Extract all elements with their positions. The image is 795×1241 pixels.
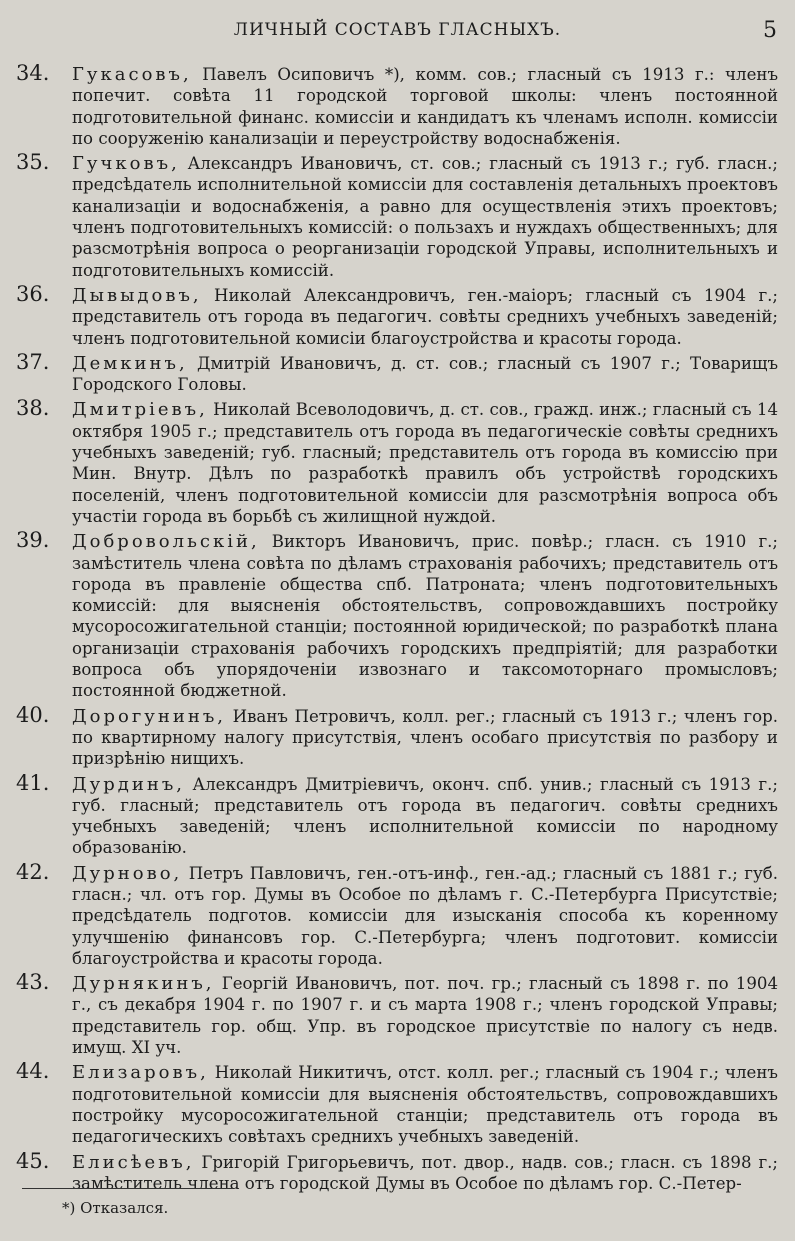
- entries-list: [16, 61, 779, 1198]
- entry-text: Александръ Дмитріевичъ, оконч. спб. унив.; гласный съ 1913 г.; губ. гласный; представитель отъ города въ педагогич. совѣты среднихъ учебныхъ заведеній; членъ исполнительной комиссіи по народному образованію.: [72, 774, 778, 858]
- entry-number: 39.: [16, 528, 50, 553]
- list-item: [16, 281, 779, 349]
- entry-number: 40.: [16, 702, 50, 727]
- footnote: *) Отказался.: [62, 1199, 169, 1217]
- entry-surname: Добровольскій,: [72, 531, 260, 553]
- entry-surname: Гукасовъ,: [72, 64, 192, 85]
- entry-number: 44.: [16, 1059, 50, 1084]
- entry-surname: Дывыдовъ,: [72, 284, 202, 306]
- entry-text: Николай Никитичъ, отст. колл. рег.; гласный съ 1904 г.; членъ подготовительной комиссіи для выясненія обстоятельствъ, сопровождавшихъ постройку мусоросожигательной станціи; представитель отъ города въ педагогическихъ совѣтахъ среднихъ учебныхъ заведеній.: [72, 1063, 778, 1147]
- list-item: [16, 528, 779, 701]
- entry-surname: Елизаровъ,: [72, 1062, 209, 1084]
- entry-text: Николай Александровичъ, ген.-маіоръ; гласный съ 1904 г.; представитель отъ города въ педагогич. совѣты среднихъ учебныхъ заведеній; членъ подготовительной комисіи благоустройства и красоты города.: [72, 285, 779, 348]
- entry-number: 38.: [16, 396, 50, 421]
- list-item: [16, 970, 778, 1058]
- entry-text: Дмитрій Ивановичъ, д. ст. сов.; гласный съ 1907 г.; Товарищъ Городского Головы.: [72, 353, 778, 395]
- list-item: [16, 770, 778, 859]
- entry-number: 41.: [16, 770, 50, 795]
- entry-number: 45.: [16, 1148, 50, 1173]
- entry-number: 37.: [16, 349, 50, 374]
- list-item: [16, 859, 778, 969]
- footnote-divider: [22, 1188, 232, 1189]
- entry-number: 36.: [16, 281, 50, 306]
- entry-text: Петръ Павловичъ, ген.-отъ-инф., ген.-ад.; гласный съ 1881 г.; губ. гласн.; чл. отъ гор. Думы въ Особое по дѣламъ г. С.-Петербурга Присутствіе; предсѣдатель подготов. комиссіи для изысканія способа къ коренному улучшенію финансовъ гор. С.-Петербурга; членъ подготовит. комиссіи благоустройства и красоты города.: [72, 863, 778, 968]
- list-item: [16, 1059, 778, 1147]
- entry-surname: Дмитріевъ,: [72, 399, 208, 421]
- list-item: [16, 150, 778, 281]
- entry-surname: Дурнякинъ,: [72, 973, 215, 995]
- entry-surname: Елисѣевъ,: [72, 1151, 195, 1173]
- list-item: [16, 61, 779, 149]
- entry-number: 42.: [16, 859, 50, 884]
- entry-text: Иванъ Петровичъ, колл. рег.; гласный съ 1913 г.; членъ гор. по квартирному налогу присутствія, членъ особаго присутствія по разбору и призрѣнію нищихъ.: [72, 706, 778, 769]
- entry-surname: Дурдинъ,: [72, 773, 185, 795]
- entry-text: Павелъ Осиповичъ *), комм. сов.; гласный съ 1913 г.: членъ попечит. совѣта 11 городской торговой школы: членъ постоянной подготовительной финанс. комиссіи и кандидатъ къ членамъ исполн. комиссіи по сооруженію канализаціи и переустройству водоснабженія.: [72, 65, 779, 148]
- list-item: [16, 349, 778, 396]
- list-item: [16, 396, 778, 527]
- entry-text: Викторъ Ивановичъ, прис. повѣр.; гласн. съ 1910 г.; замѣститель члена совѣта по дѣламъ страхованія рабочихъ; представитель отъ города въ правленіе общества спб. Патроната; членъ подготовительныхъ комиссій: для выясненія обстоятельствъ, сопровождавшихъ постройку мусоросожигательной станціи; постоянной юридической; по разработкѣ плана организаціи страхованія рабочихъ городскихъ предпріятій; для разработки вопроса объ упорядоченіи извознаго и таксомоторнаго промысловъ; постоянной бюджетной.: [72, 532, 779, 701]
- page-header: [0, 18, 795, 48]
- entry-surname: Демкинъ,: [72, 352, 188, 374]
- entry-number: 35.: [16, 150, 50, 175]
- entry-surname: Дурново,: [72, 862, 183, 884]
- running-title: ЛИЧНЫЙ СОСТАВЪ ГЛАСНЫХЪ.: [233, 20, 562, 40]
- page-number: 5: [763, 18, 777, 43]
- entry-text: Николай Всеволодовичъ, д. ст. сов., гражд. инж.; гласный съ 14 октября 1905 г.; представитель отъ города въ педагогическіе совѣты среднихъ учебныхъ заведеній; губ. гласный; представитель отъ города въ комиссію при Мин. Внутр. Дѣлъ по разработкѣ правилъ объ устройствѣ городскихъ поселеній, членъ подготовительной комиссіи для разсмотрѣнія вопроса объ участіи города въ борьбѣ съ жилищной нуждой.: [72, 400, 778, 526]
- entry-number: 43.: [16, 970, 50, 995]
- entry-number: 34.: [16, 61, 50, 85]
- entry-surname: Гучковъ,: [72, 153, 180, 175]
- entry-text: Александръ Ивановичъ, ст. сов.; гласный съ 1913 г.; губ. гласн.; предсѣдатель исполнительной комиссіи для составленія детальныхъ проектовъ канализаціи и водоснабженія, а равно для осуществленія этихъ проектовъ; членъ подготовительныхъ комиссій: о пользахъ и нуждахъ общественныхъ; для разсмотрѣнія вопроса о реорганизаціи городской Управы, исполнительныхъ и подготовительныхъ комиссій.: [72, 154, 778, 280]
- entry-text: Георгій Ивановичъ, пот. поч. гр.; гласный съ 1898 г. по 1904 г., съ декабря 1904 г. по 1907 г. и съ марта 1908 г.; членъ городской Управы; представитель гор. общ. Упр. въ городское присутствіе по налогу съ недв. имущ. XI уч.: [72, 974, 778, 1058]
- list-item: [16, 702, 778, 770]
- entry-text: Григорій Григорьевичъ, пот. двор., надв. сов.; гласн. съ 1898 г.; замѣститель члена отъ городской Думы въ Особое по дѣламъ гор. С.-Петер-: [72, 1152, 779, 1193]
- entry-surname: Дорогунинъ,: [72, 705, 227, 727]
